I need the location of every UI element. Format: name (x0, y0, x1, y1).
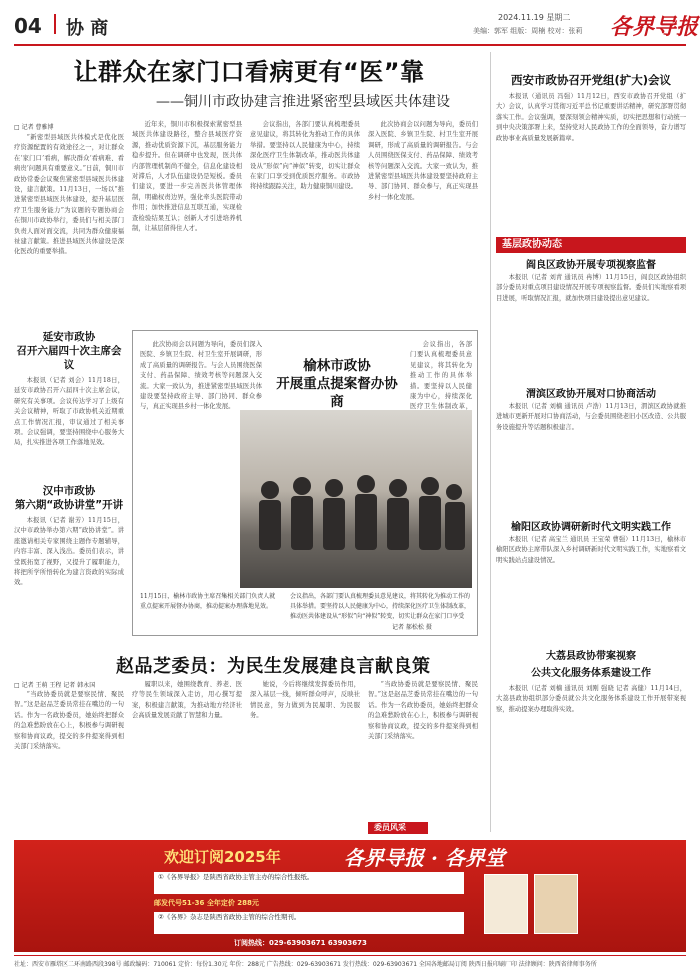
ad-brand: 各界导报 · 各界堂 (344, 846, 505, 870)
dali-body: 本报讯（记者 刘楠 通讯员 刘刚 强晓 记者 高健）11月14日，大荔县政协组织部分委员就公共文化服务体系建设工作开展带案视察，推动提案办理取得实效。 (496, 685, 686, 713)
column-divider (490, 52, 491, 832)
profile-column-1 (14, 690, 124, 830)
lead-subtitle: ——铜川市政协建言推进紧密型县域医共体建设 (156, 94, 450, 110)
weibin-headline: 渭滨区政协开展对口协商活动 (526, 389, 656, 400)
issue-date: 2024.11.19 星期二 (498, 13, 571, 22)
profile-column-4 (368, 680, 478, 820)
page-header (0, 0, 700, 46)
member-column-tag: 委员风采 (368, 822, 428, 834)
weibin-body-wrap (496, 402, 686, 512)
page-number: 04 (14, 14, 42, 38)
yuyang-body: 本报讯（记者 高宝兰 通讯员 王宝荣 曹强）11月13日，榆林市榆阳区政协主席带队深入乡村调研新时代文明实践工作，实地察看文明实践站点建设情况。 (496, 536, 686, 564)
brief-yanan-title: 延安市政协 召开六届四十次主席会议 (16, 331, 122, 371)
ad-magazine-blurb: ②《各界》杂志是陕西省政协主管的综合性期刊。 (154, 912, 464, 934)
profile-column-2 (132, 680, 242, 830)
footer-rule (14, 955, 686, 956)
ad-magazine-thumbnail (534, 874, 578, 934)
ad-newspaper-blurb: ①《各界导报》是陕西省政协主管主办的综合性报纸。 (154, 872, 464, 894)
lead-column-2 (132, 120, 242, 325)
yuyang-headline: 榆阳区政协调研新时代文明实践工作 (511, 522, 671, 533)
ad-newspaper-thumbnail (484, 874, 528, 934)
xian-body: 本报讯（通讯员 冯强）11月12日，西安市政协召开党组（扩大）会议，认真学习贯彻习近平总书记重要讲话精神，研究部署贯彻落实工作。会议强调，要深刻领会精神实质，切实把思想和行动统一到中央决策部署上来，坚持党对人民政协工作的全面领导，奋力谱写政协事业高质量发展新篇章。 (496, 93, 686, 142)
yanliang-body-wrap (496, 273, 686, 381)
yanliang-headline: 阎良区政协开展专项视察监督 (526, 260, 656, 271)
lead-column-1 (14, 133, 124, 325)
profile-byline: □ 记者 王萌 王程 记者 韩永国 (14, 682, 96, 689)
brief-yanan (14, 330, 124, 486)
profile-paragraph-3: 她说，今后将继续发挥委员作用，深入基层一线，倾听群众呼声，反映社情民意，努力做到为民履职、为民服务。 (250, 681, 360, 720)
lead-column-3 (250, 120, 360, 325)
meeting-photo (240, 410, 472, 588)
profile-column-3 (250, 680, 360, 830)
ad-headline: 欢迎订阅2025年 (164, 848, 281, 866)
footer-imprint: 社址：西安市雁塔区二环南路西段398号 邮政编码：710061 定价：每份1.30元 年价：288元 广告热线：029-63903671 发行热线：029-63903671 全国各地邮局订阅 陕西日报印刷厂印 法律顾问：陕西省律师事务所 (14, 961, 597, 968)
lead-paragraph-1: “新密型县域医共体模式是优化医疗资源配置的有效途径之一，对让群众在‘家门口’看病，解决群众‘看病难、看病贵’问题具有重要意义。”日前，铜川市政协常委会议聚焦紧密型县域医共体建设，建言献策。11月13日，一场以“推进紧密型县域医共体建设，提升基层医疗卫生服务能力”为议题的专题协商会在铜川市政协举行，委员们与相关部门负责人面对面交流，共同为群众健康福祉建言献策。推进县域医共体建设是深化医改的重要举措。 (14, 134, 124, 256)
lead-byline: □ 记者 曹雅博 (14, 124, 54, 131)
lead-paragraph-4: 此次协商会以问题为导向，委员们深入医院、乡镇卫生院、村卫生室开展调研，形成了高质量的调研报告。与会人员围绕医保支付、药品保障、绩效考核等问题深入交流。大家一致认为，推进紧密型县域医共体建设要坚持政府主导、部门协同、群众参与，真正实现县乡村一体化发展。 (368, 121, 478, 201)
xian-headline: 西安市政协召开党组(扩大)会议 (510, 73, 671, 87)
brief-hanzhong-body: 本报讯（记者 谢芳）11月15日，汉中市政协举办第六期“政协讲堂”。讲座邀请相关专家围绕主题作专题辅导，内容丰富、深入浅出。委员们表示，讲堂既拓宽了视野，又提升了履职能力，将把所学所悟转化为建言资政的实际成效。 (14, 517, 124, 587)
profile-paragraph-2: 履职以来，她围绕教育、养老、医疗等民生领域深入走访，用心撰写提案，积极建言献策，为推动地方经济社会高质量发展贡献了智慧和力量。 (132, 681, 242, 720)
section-title: 协 商 (66, 18, 109, 39)
header-rule (14, 44, 686, 46)
lead-headline: 让群众在家门口看病更有“医”靠 (73, 58, 425, 86)
editor-credits: 美编：郭军 组版：周楠 校对：张莉 (473, 27, 583, 35)
brief-hanzhong-title: 汉中市政协 第六期“政协讲堂”开讲 (14, 485, 124, 511)
profile-paragraph-4: “当政协委员就是要察民情、聚民智。”这是赵品芝委员常挂在嘴边的一句话。作为一名政协委员，她始终把群众的急难愁盼放在心上，积极参与调研视察和协商议政，提交的多件提案得到相关部门采纳落实。 (368, 681, 478, 741)
yulin-caption-continued: 会议指出，各部门要认真梳理委员意见建议，将其转化为推动工作的具体举措。要坚持以人民健康为中心，持续深化医疗卫生体制改革，推动医共体建设从“形似”向“神似”转变，切实让群众在家门口享受 (290, 593, 470, 620)
masthead-logo: 各界导报 (610, 14, 699, 40)
yulin-text-left: 此次协商会以问题为导向，委员们深入医院、乡镇卫生院、村卫生室开展调研，形成了高质量的调研报告。与会人员围绕医保支付、药品保障、绩效考核等问题深入交流。大家一致认为，推进紧密型县域医共体建设要坚持政府主导、部门协同、群众参与，真正实现县乡村一体化发展。 (140, 341, 262, 411)
brief-yanan-body: 本报讯（记者 刘会）11月18日，延安市政协召开六届四十次主席会议，研究有关事项。会议传达学习了上级有关会议精神，听取了市政协机关近期重点工作情况汇报，审议通过了相关事项。会议强调，要坚持围绕中心服务大局，扎实推进各项工作落地见效。 (14, 377, 124, 447)
weibin-body: 本报讯（记者 刘楠 通讯员 卢浩）11月13日，渭滨区政协就推进城市更新开展对口协商活动，与会委员围绕老旧小区改造、公共服务设施提升等话题积极建言。 (496, 403, 686, 431)
lead-paragraph-2: 近年来，铜川市积极探索紧密型县域医共体建设路径，整合县域医疗资源，推动优质资源下沉，基层服务能力稳步提升。但在调研中也发现，医共体内部管理机制尚不健全，信息化建设相对滞后，人才队伍建设仍是短板。委员们建议，要进一步完善医共体管理体制，明确权责边界，强化牵头医院带动作用；加快推进信息互联互通，实现检查检验结果互认；创新人才引进培养机制，让基层留得住人才。 (132, 121, 242, 233)
lead-column-4 (368, 120, 478, 325)
lead-article (14, 52, 484, 111)
photo-people-icon (240, 410, 472, 588)
grassroots-section-bar: 基层政协动态 (496, 237, 686, 253)
profile-headline: 赵品芝委员：为民生发展建良言献良策 (116, 656, 431, 677)
brief-yanan-body-wrap (14, 376, 124, 486)
brief-hanzhong (14, 484, 124, 656)
yuyang-body-wrap (496, 535, 686, 643)
photo-credit: 记者 郝松松 摄 (392, 624, 432, 631)
header-divider (54, 14, 56, 34)
ad-postal-code: 邮发代号51-36 全年定价 288元 (154, 899, 259, 907)
dali-body-wrap (496, 684, 686, 832)
dali-headline: 大荔县政协带案视察 公共文化服务体系建设工作 (531, 651, 651, 679)
xian-body-wrap (496, 92, 686, 230)
lead-paragraph-3: 会议指出，各部门要认真梳理委员意见建议，将其转化为推动工作的具体举措。要坚持以人民健康为中心，持续深化医疗卫生体制改革，推动医共体建设从“形似”向“神似”转变，切实让群众在家门口享受到优质医疗服务。市政协将持续跟踪关注，助力健康铜川建设。 (250, 121, 360, 191)
brief-hanzhong-body-wrap (14, 516, 124, 656)
yulin-text-right: 会议指出，各部门要认真梳理委员意见建议，将其转化为推动工作的具体举措。要坚持以人民健康为中心，持续深化医疗卫生体制改革， (410, 341, 472, 411)
profile-paragraph-1: “当政协委员就是要察民情、聚民智。”这是赵品芝委员常挂在嘴边的一句话。作为一名政协委员，她始终把群众的急难愁盼放在心上，积极参与调研视察和协商议政，提交的多件提案得到相关部门采纳落实。 (14, 691, 124, 751)
yanliang-body: 本报讯（记者 刘青 通讯员 冉博）11月15日，阎良区政协组织部分委员对重点项目建设情况开展专项视察监督。委员们实地察看项目进展，听取情况汇报，就加快项目建设提出意见建议。 (496, 274, 686, 302)
yulin-caption: 11月15日，榆林市政协主席召集相关部门负责人就重点提案开展督办协商，推动提案办理落地见效。 (140, 593, 276, 610)
subscription-ad (14, 840, 686, 952)
ad-hotline: 订阅热线：029-63903671 63903673 (234, 939, 367, 947)
yulin-title: 榆林市政协 开展重点提案督办协商 (276, 358, 398, 410)
